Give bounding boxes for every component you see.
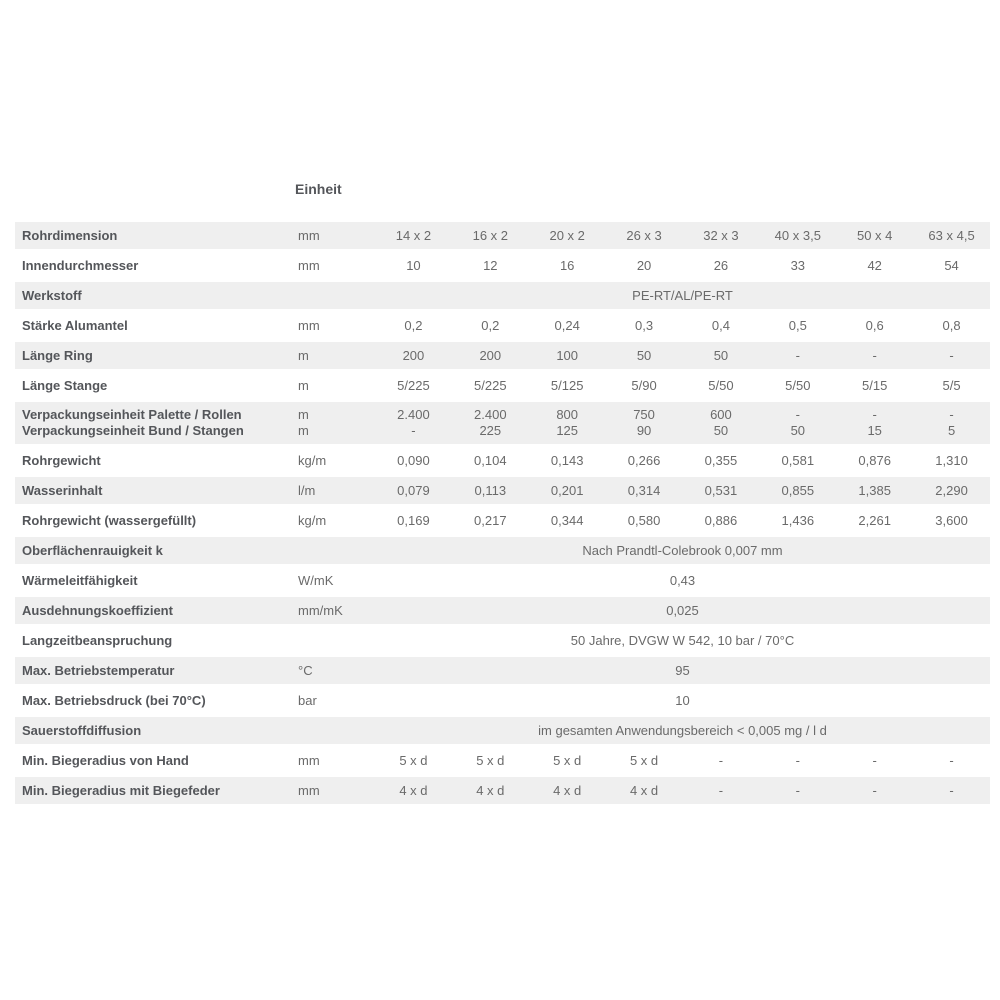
value-cell: 16 x 2 [452,222,529,252]
span-value-cell: 10 [375,687,990,717]
unit-cell [295,402,375,447]
value-line: 600 [710,407,732,422]
value-cell: 4 x d [375,777,452,807]
value-cell: 100 [529,342,606,372]
table-row [15,447,990,477]
value-cell: - [759,777,836,807]
unit-line: m [298,407,309,422]
row-label: Länge Ring [15,342,295,372]
value-cell [913,402,990,447]
row-label: Min. Biegeradius mit Biegefeder [15,777,295,807]
value-cell: 16 [529,252,606,282]
value-cell: - [836,777,913,807]
value-cell: 0,3 [606,312,683,342]
value-cell: 0,4 [683,312,760,342]
value-cell: 0,143 [529,447,606,477]
value-cell: 0,580 [606,507,683,537]
value-cell: 200 [452,342,529,372]
table-row [15,282,990,312]
unit-cell: m [295,342,375,372]
value-cell: 1,385 [836,477,913,507]
value-cell: 0,201 [529,477,606,507]
table-row [15,777,990,807]
value-line: 50 [790,423,806,438]
value-cell: 26 x 3 [606,222,683,252]
value-cell: - [913,777,990,807]
value-cell: 40 x 3,5 [759,222,836,252]
value-cell: 0,104 [452,447,529,477]
row-label: Rohrgewicht [15,447,295,477]
value-line: 2.400 [474,407,507,422]
span-value-cell: 50 Jahre, DVGW W 542, 10 bar / 70°C [375,627,990,657]
unit-cell [295,282,375,312]
value-cell: 20 [606,252,683,282]
value-cell: 50 [683,342,760,372]
value-cell: 0,531 [683,477,760,507]
value-cell: 1,310 [913,447,990,477]
value-cell: 0,855 [759,477,836,507]
unit-cell: °C [295,657,375,687]
span-value-cell: 95 [375,657,990,687]
value-cell: 5/90 [606,372,683,402]
row-label [15,402,295,447]
value-cell: 0,5 [759,312,836,342]
span-value-cell: Nach Prandtl-Colebrook 0,007 mm [375,537,990,567]
value-cell: 5 x d [529,747,606,777]
value-cell: 5/50 [683,372,760,402]
value-cell: 0,217 [452,507,529,537]
value-cell: 2,290 [913,477,990,507]
row-label: Max. Betriebstemperatur [15,657,295,687]
row-label: Langzeitbeanspruchung [15,627,295,657]
table-row [15,252,990,282]
value-cell: 0,886 [683,507,760,537]
value-cell [759,402,836,447]
value-cell: 4 x d [529,777,606,807]
value-cell: 2,261 [836,507,913,537]
value-cell: 26 [683,252,760,282]
value-cell: 5/225 [452,372,529,402]
table-row [15,222,990,252]
value-line: 5 [947,423,956,438]
value-cell: 5/50 [759,372,836,402]
value-cell: 12 [452,252,529,282]
unit-cell: m [295,372,375,402]
value-cell: 1,436 [759,507,836,537]
value-line: 800 [556,407,579,422]
value-cell: - [759,342,836,372]
value-cell: - [759,747,836,777]
value-cell: 5/125 [529,372,606,402]
unit-cell: kg/m [295,507,375,537]
table-row [15,507,990,537]
table-row [15,567,990,597]
row-label: Innendurchmesser [15,252,295,282]
value-cell: 0,169 [375,507,452,537]
unit-cell: mm/mK [295,597,375,627]
value-cell [452,402,529,447]
row-label: Min. Biegeradius von Hand [15,747,295,777]
value-cell: 42 [836,252,913,282]
value-cell: 5/15 [836,372,913,402]
row-label: Stärke Alumantel [15,312,295,342]
spec-table [15,222,990,807]
value-cell: 0,876 [836,447,913,477]
table-row [15,342,990,372]
table-row [15,717,990,747]
value-cell: - [683,747,760,777]
value-line: 50 [713,423,729,438]
value-cell: 0,2 [452,312,529,342]
value-line: - [872,407,877,422]
value-line: - [949,407,954,422]
value-cell: 0,314 [606,477,683,507]
value-cell: 0,266 [606,447,683,477]
unit-cell [295,627,375,657]
unit-cell: mm [295,222,375,252]
value-cell: 4 x d [452,777,529,807]
table-row [15,657,990,687]
value-cell [529,402,606,447]
value-cell: 0,24 [529,312,606,342]
value-line: 225 [479,423,502,438]
value-cell: 4 x d [606,777,683,807]
unit-cell [295,717,375,747]
value-cell: - [913,747,990,777]
table-row [15,402,990,447]
value-cell: 50 x 4 [836,222,913,252]
value-cell: 0,8 [913,312,990,342]
unit-cell: mm [295,747,375,777]
span-value-cell: 0,43 [375,567,990,597]
table-row [15,477,990,507]
value-cell: 14 x 2 [375,222,452,252]
row-label: Werkstoff [15,282,295,312]
value-cell: 0,090 [375,447,452,477]
value-cell: 5/225 [375,372,452,402]
value-cell: 54 [913,252,990,282]
value-cell: 63 x 4,5 [913,222,990,252]
table-row [15,687,990,717]
value-cell: 0,355 [683,447,760,477]
row-label: Länge Stange [15,372,295,402]
unit-cell [295,537,375,567]
value-cell: - [913,342,990,372]
value-cell: - [836,342,913,372]
unit-cell: mm [295,777,375,807]
value-line: 2.400 [397,407,430,422]
value-line: 750 [633,407,655,422]
value-cell: 5 x d [606,747,683,777]
unit-cell: kg/m [295,447,375,477]
value-cell: 33 [759,252,836,282]
span-value-cell: im gesamten Anwendungsbereich < 0,005 mg / l d [375,717,990,747]
value-cell: 200 [375,342,452,372]
value-cell: 0,581 [759,447,836,477]
value-cell: 3,600 [913,507,990,537]
value-cell [683,402,760,447]
value-line: 15 [867,423,882,438]
row-label: Oberflächenrauigkeit k [15,537,295,567]
value-line: 90 [636,423,652,438]
value-cell: 0,079 [375,477,452,507]
unit-cell: mm [295,312,375,342]
value-line: 125 [556,423,579,438]
row-label: Wärmeleitfähigkeit [15,567,295,597]
value-cell: 50 [606,342,683,372]
value-cell: 0,344 [529,507,606,537]
value-cell [606,402,683,447]
value-cell: 10 [375,252,452,282]
span-value-cell: 0,025 [375,597,990,627]
unit-cell: l/m [295,477,375,507]
table-row [15,627,990,657]
unit-cell: W/mK [295,567,375,597]
row-label-line: Verpackungseinheit Palette / Rollen [22,407,242,422]
table-row [15,312,990,342]
row-label: Ausdehnungskoeffizient [15,597,295,627]
value-cell: 5 x d [452,747,529,777]
table-row [15,372,990,402]
spec-table-body [15,222,990,807]
value-cell: 20 x 2 [529,222,606,252]
value-cell [375,402,452,447]
value-cell: 0,6 [836,312,913,342]
span-value-cell: PE-RT/AL/PE-RT [375,282,990,312]
value-line: - [411,423,416,438]
value-cell: 0,113 [452,477,529,507]
row-label: Rohrdimension [15,222,295,252]
row-label: Max. Betriebsdruck (bei 70°C) [15,687,295,717]
value-cell: 5 x d [375,747,452,777]
table-row [15,597,990,627]
value-cell: - [683,777,760,807]
value-cell: 0,2 [375,312,452,342]
value-cell [836,402,913,447]
unit-cell: mm [295,252,375,282]
table-row [15,747,990,777]
value-line: - [795,407,800,422]
unit-cell: bar [295,687,375,717]
row-label: Wasserinhalt [15,477,295,507]
unit-line: m [298,423,309,438]
value-cell: - [836,747,913,777]
einheit-column-header: Einheit [295,181,342,197]
row-label-line: Verpackungseinheit Bund / Stangen [22,423,244,438]
value-cell: 5/5 [913,372,990,402]
table-row [15,537,990,567]
row-label: Rohrgewicht (wassergefüllt) [15,507,295,537]
value-cell: 32 x 3 [683,222,760,252]
row-label: Sauerstoffdiffusion [15,717,295,747]
